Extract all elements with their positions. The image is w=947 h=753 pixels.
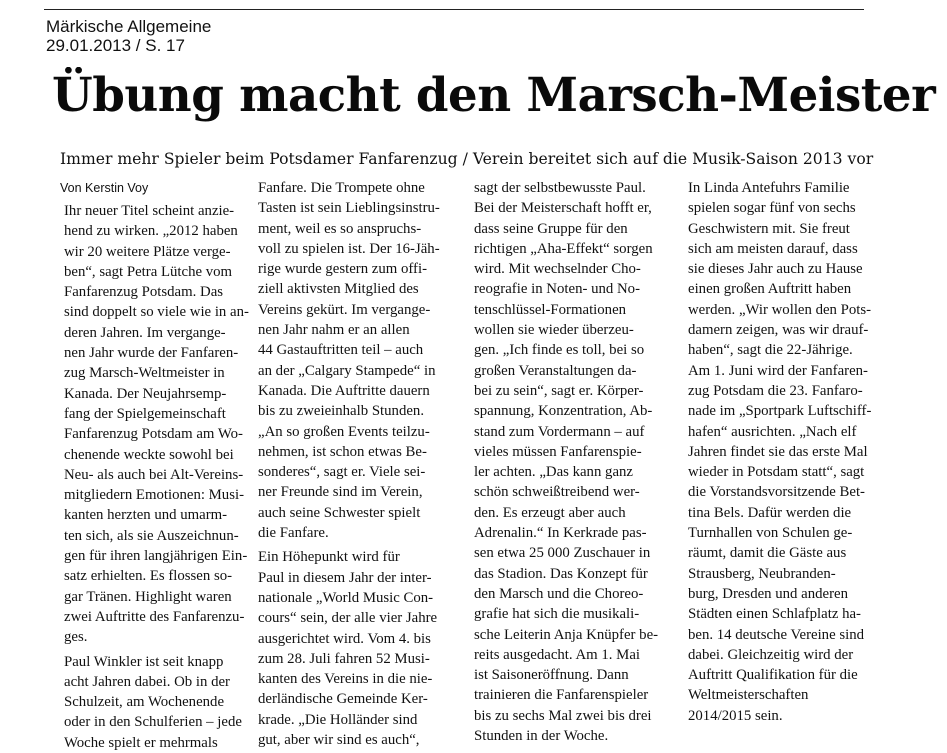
text-line: „An so großen Events teilzu- [258,423,430,440]
text-line: Fanfare. Die Trompete ohne [258,180,425,196]
text-line: kanten des Vereins in die nie- [258,671,433,688]
text-line: bis zu zweieinhalb Stunden. [258,403,425,420]
text-line: kanten herzten und umarm- [64,507,228,524]
text-line: reografie in Noten- und No- [474,281,640,298]
article-column-4 [688,178,888,726]
text-line: ler achten. „Das kann ganz [474,464,633,481]
text-line: dabei. Gleichzeitig wird der [688,646,854,663]
text-line: hafen“ ausrichten. „Nach elf [688,423,857,440]
text-line: Turnhallen von Schulen ge- [688,525,853,542]
text-line: dass seine Gruppe für den [474,220,628,237]
text-line: Kanada. Die Auftritte dauern [258,382,430,399]
text-line: voll zu spielen ist. Der 16-Jäh- [258,240,440,257]
text-line: satz erhielten. Es flossen so- [64,568,233,585]
text-line: sich am meisten darauf, dass [688,240,858,257]
text-line: Strausberg, Neubranden- [688,565,836,582]
text-line: richtigen „Aha-Effekt“ sorgen [474,240,653,257]
text-line: Vereins gekürt. Im vergange- [258,301,431,318]
text-line: sind doppelt so viele wie in an- [64,304,249,321]
text-line: In Linda Antefuhrs Familie [688,180,850,196]
text-line: ges. [64,629,88,646]
text-line: ausgerichtet wird. Vom 4. bis [258,630,431,647]
text-line: ner Freunde sind im Verein, [258,484,423,501]
text-line: bis zu sechs Mal zwei bis drei [474,707,652,724]
text-line: mitgliedern Emotionen: Musi- [64,487,245,504]
text-line: fang der Spielgemeinschaft [64,405,226,422]
text-line: ben“, sagt Petra Lütche vom [64,263,233,280]
text-line: acht Jahren dabei. Ob in der [64,673,230,690]
article-headline: Übung macht den Marsch-Meister [52,68,936,123]
text-line: gen. „Ich finde es toll, bei so [474,342,645,359]
text-line: spannung, Konzentration, Ab- [474,403,653,420]
text-line: krade. „Die Holländer sind [258,711,418,728]
text-line: Jahren findet sie das erste Mal [688,443,868,460]
text-line: wir 20 weitere Plätze verge- [64,243,231,260]
text-line: die Fanfare. [258,525,329,542]
text-line: chenende weckte sowohl bei [64,446,234,463]
text-line: gut, aber wir sind es auch“, [258,732,420,749]
text-line: Städten einen Schlafplatz ha- [688,606,861,623]
text-line: Tasten ist sein Lieblingsinstru- [258,200,440,217]
article-column-1 [64,201,250,753]
text-line: den. Es erzeugt aber auch [474,504,626,521]
text-line: das Stadion. Das Konzept für [474,565,648,582]
text-line: Ihr neuer Titel scheint anzie- [64,203,235,219]
text-line: Geschwistern mit. Sie freut [688,220,850,237]
text-line: grafie hat sich die musikali- [474,606,640,623]
text-line: nationale „World Music Con- [258,589,434,606]
text-line: wollen sie wieder überzeu- [474,322,634,339]
top-rule [44,9,864,10]
article-byline: Von Kerstin Voy [60,181,149,195]
text-line: Fanfarenzug Potsdam am Wo- [64,426,243,443]
text-line: haben“, sagt die 22-Jährige. [688,342,853,359]
text-line: sie dieses Jahr auch zu Hause [688,261,863,278]
text-line: spielen sogar fünf von sechs [688,200,856,217]
text-line: Kanada. Der Neujahrsemp- [64,385,227,402]
text-line: derländische Gemeinde Ker- [258,691,428,708]
text-line: die Vorstandsvorsitzende Bet- [688,484,865,501]
text-line: oder in den Schulferien – jede [64,714,242,731]
text-line: großen Veranstaltungen da- [474,362,637,379]
text-line: Paul in diesem Jahr der inter- [258,569,432,586]
article-column-2 [258,178,466,750]
text-line: Am 1. Juni wird der Fanfaren- [688,362,868,379]
text-line: sen etwa 25 000 Zuschauer in [474,545,651,562]
text-line: zug Potsdam die 23. Fanfaro- [688,382,863,399]
text-line: Weltmeisterschaften [688,687,809,704]
text-line: ist Saisoneröffnung. Dann [474,667,629,684]
text-line: 2014/2015 sein. [688,707,783,724]
text-line: wird. Mit wechselnder Cho- [474,261,641,278]
text-line: nen Jahr wurde der Fanfaren- [64,345,239,362]
text-line: einen großen Auftritt haben [688,281,852,298]
text-line: Paul Winkler ist seit knapp [64,653,224,670]
text-line: vieles müssen Fanfarenspie- [474,443,642,460]
text-line: reits ausgedacht. Am 1. Mai [474,646,641,663]
text-line: nen Jahr nahm er an allen [258,322,410,339]
text-line: ziell aktivsten Mitglied des [258,281,419,298]
text-line: räumt, damit die Gäste aus [688,545,847,562]
text-line: burg, Dresden und anderen [688,585,848,602]
text-line: zug Marsch-Weltmeister in [64,365,225,382]
article-column-3 [474,178,688,746]
text-line: zwei Auftritte des Fanfarenzu- [64,608,245,625]
issue-date-page: 29.01.2013 / S. 17 [46,36,185,55]
article-subheadline: Immer mehr Spieler beim Potsdamer Fanfarenzug / Verein bereitet sich auf die Musik-Saison 2013 vor [60,150,874,168]
text-line: den Marsch und die Choreo- [474,585,644,602]
text-line: hend zu wirken. „2012 haben [64,223,238,240]
text-line: zum 28. Juli fahren 52 Musi- [258,650,430,667]
text-line: Woche spielt er mehrmals [64,734,218,751]
text-line: 44 Gastauftritten teil – auch [258,342,424,359]
text-line: cours“ sein, der alle vier Jahre [258,610,438,627]
text-line: Fanfarenzug Potsdam. Das [64,284,224,301]
text-line: ben. 14 deutsche Vereine sind [688,626,865,643]
text-line: Neu- als auch bei Alt-Vereins- [64,466,244,483]
text-line: nade im „Sportpark Luftschiff- [688,403,872,420]
text-line: Adrenalin.“ In Kerkrade pas- [474,525,647,542]
text-line: damern zeigen, was wir drauf- [688,322,869,339]
text-line: tina Bels. Dafür werden die [688,504,852,521]
text-line: trainieren die Fanfarenspieler [474,687,649,704]
text-line: sche Leiterin Anja Knüpfer be- [474,626,659,643]
text-line: nehmen, ist schon etwas Be- [258,443,427,460]
text-line: Stunden in der Woche. [474,728,609,745]
text-line: an der „Calgary Stampede“ in [258,362,436,379]
newspaper-name: Märkische Allgemeine [46,17,212,36]
text-line: gen für ihren langjährigen Ein- [64,548,248,565]
text-line: ten sich, als sie Auszeichnun- [64,527,239,544]
text-line: ment, weil es so anspruchs- [258,220,422,237]
text-line: rige wurde gestern zum offi- [258,261,428,278]
text-line: Schulzeit, am Wochenende [64,694,225,711]
text-line: Auftritt Qualifikation für die [688,667,858,684]
text-line: Ein Höhepunkt wird für [258,549,400,566]
text-line: stand zum Vordermann – auf [474,423,645,440]
text-line: sonderes“, sagt er. Viele sei- [258,464,426,481]
text-line: tenschlüssel-Formationen [474,301,627,318]
text-line: sagt der selbstbewusste Paul. [474,180,646,196]
text-line: werden. „Wir wollen den Pots- [688,301,872,318]
text-line: schön schweißtreibend wer- [474,484,640,501]
text-line: auch seine Schwester spielt [258,504,421,521]
text-line: Bei der Meisterschaft hofft er, [474,200,652,217]
text-line: bei zu sein“, sagt er. Körper- [474,382,644,399]
text-line: gar Tränen. Highlight waren [64,588,232,605]
text-line: deren Jahren. Im vergange- [64,324,226,341]
text-line: wieder in Potsdam statt“, sagt [688,464,865,481]
